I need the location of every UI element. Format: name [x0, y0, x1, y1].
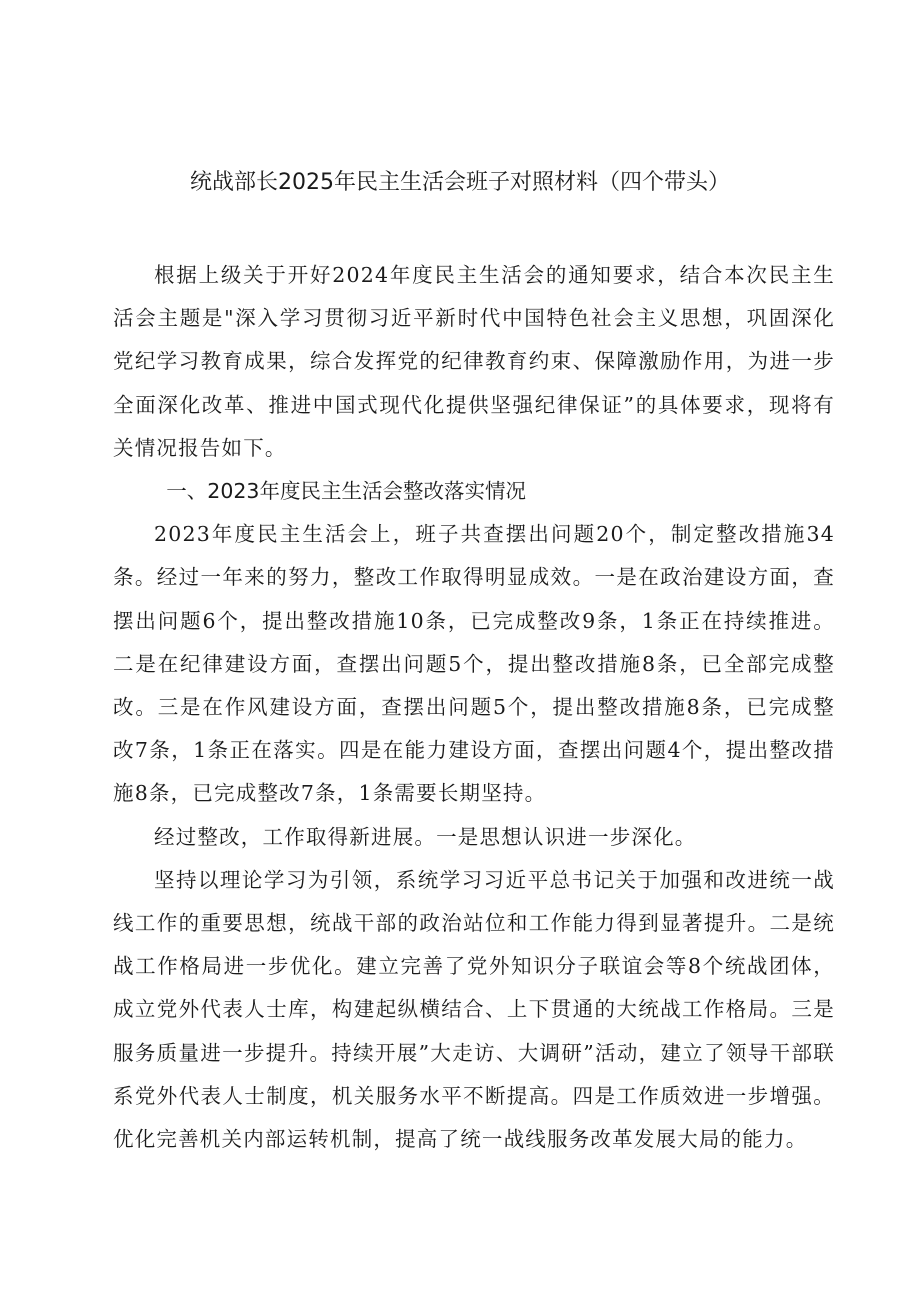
- intro-paragraph: 根据上级关于开好2024年度民主生活会的通知要求，结合本次民主生活会主题是"深入学习贯彻习近平新时代中国特色社会主义思想，巩固深化党纪学习教育成果，综合发挥党的纪律教育约束、保障激励作用，为进一步全面深化改革、推进中国式现代化提供坚强纪律保证”的具体要求，现将有关情况报告如下。: [113, 263, 835, 460]
- section-1-paragraph-3: 坚持以理论学习为引领，系统学习习近平总书记关于加强和改进统一战线工作的重要思想，统战干部的政治站位和工作能力得到显著提升。二是统战工作格局进一步优化。建立完善了党外知识分子联谊会等8个统战团体，成立党外代表人士库，构建起纵横结合、上下贯通的大统战工作格局。三是服务质量进一步提升。持续开展”大走访、大调研”活动，建立了领导干部联系党外代表人士制度，机关服务水平不断提高。四是工作质效进一步增强。优化完善机关内部运转机制，提高了统一战线服务改革发展大局的能力。: [113, 867, 835, 1152]
- document-body: [113, 254, 835, 1161]
- section-1-paragraph-2: 经过整改，工作取得新进展。一是思想认识进一步深化。: [154, 824, 697, 849]
- section-1-paragraph-1: 2023年度民主生活会上，班子共查摆出问题20个，制定整改措施34条。经过一年来的努力，整改工作取得明显成效。一是在政治建设方面，查摆出问题6个，提出整改措施10条，已完成整改9条，1条正在持续推进。二是在纪律建设方面，查摆出问题5个，提出整改措施8条，已全部完成整改。三是在作风建设方面，查摆出问题5个，提出整改措施8条，已完成整改7条，1条正在落实。四是在能力建设方面，查摆出问题4个，提出整改措施8条，已完成整改7条，1条需要长期坚持。: [113, 522, 835, 806]
- document-title: 统战部长2025年民主生活会班子对照材料（四个带头）: [190, 170, 730, 195]
- section-heading-1: 一、2023年度民主生活会整改落实情况: [166, 479, 526, 504]
